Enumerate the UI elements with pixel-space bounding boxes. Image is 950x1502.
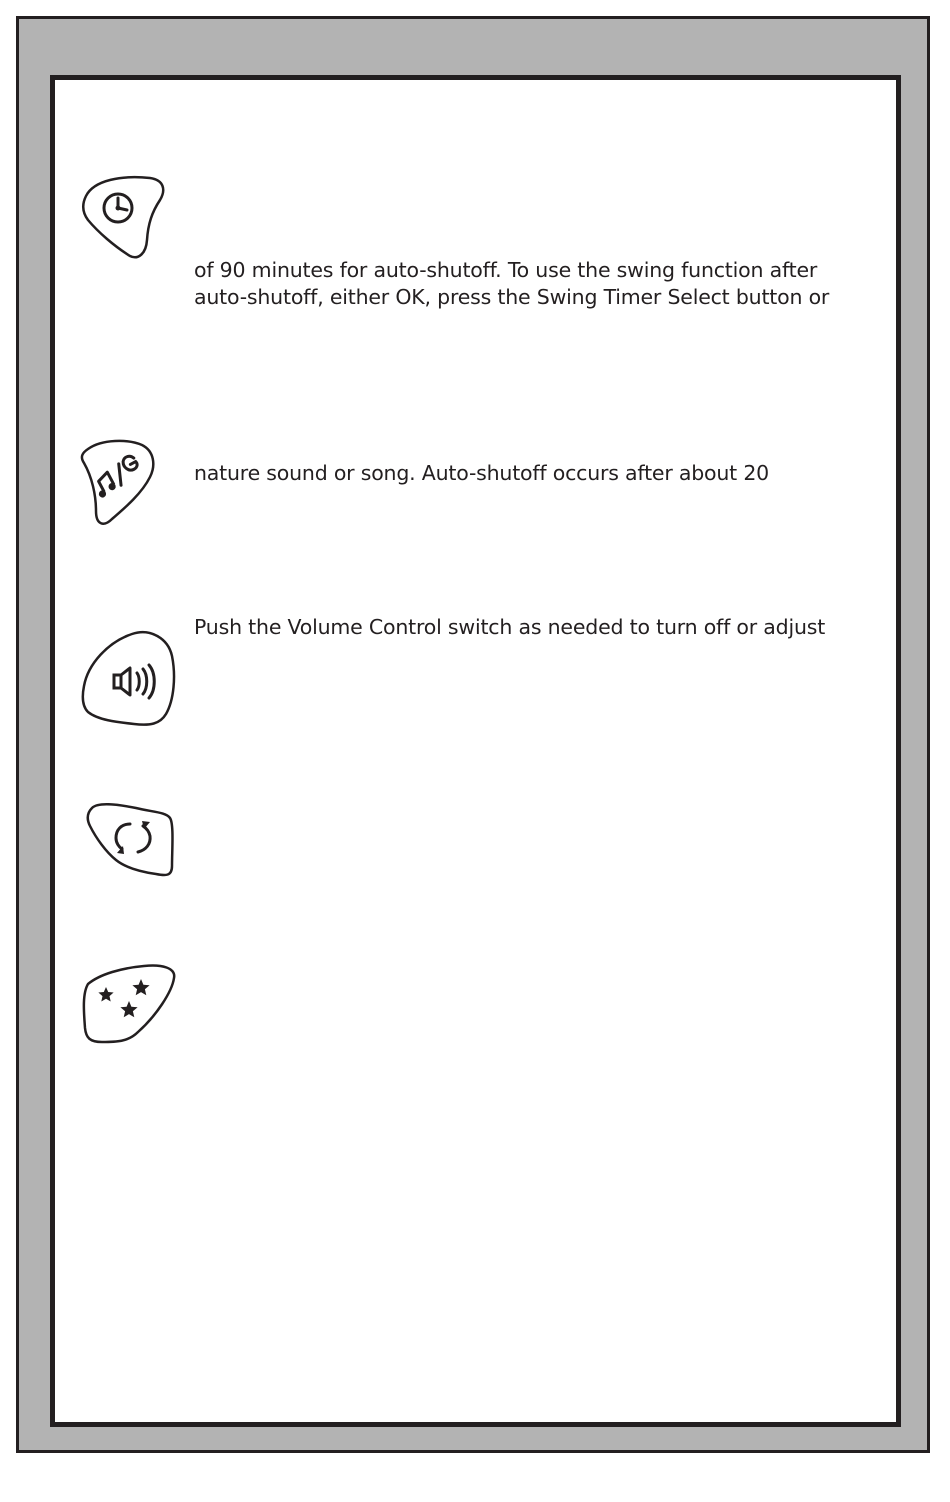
stars-icon: [82, 964, 178, 1044]
clock-icon: [80, 176, 168, 260]
item2-text-line1: nature sound or song. Auto-shutoff occurs after about 20: [194, 461, 770, 485]
music-nature-icon: [80, 437, 156, 527]
volume-icon: [80, 630, 176, 726]
item1-text-line2: auto-shutoff, either OK, press the Swing Timer Select button or: [194, 285, 830, 309]
item3-text-line1: Push the Volume Control switch as needed to turn off or adjust: [194, 615, 826, 639]
item1-text-line1: of 90 minutes for auto-shutoff. To use the swing function after: [194, 258, 818, 282]
swing-refresh-icon: [86, 800, 176, 878]
